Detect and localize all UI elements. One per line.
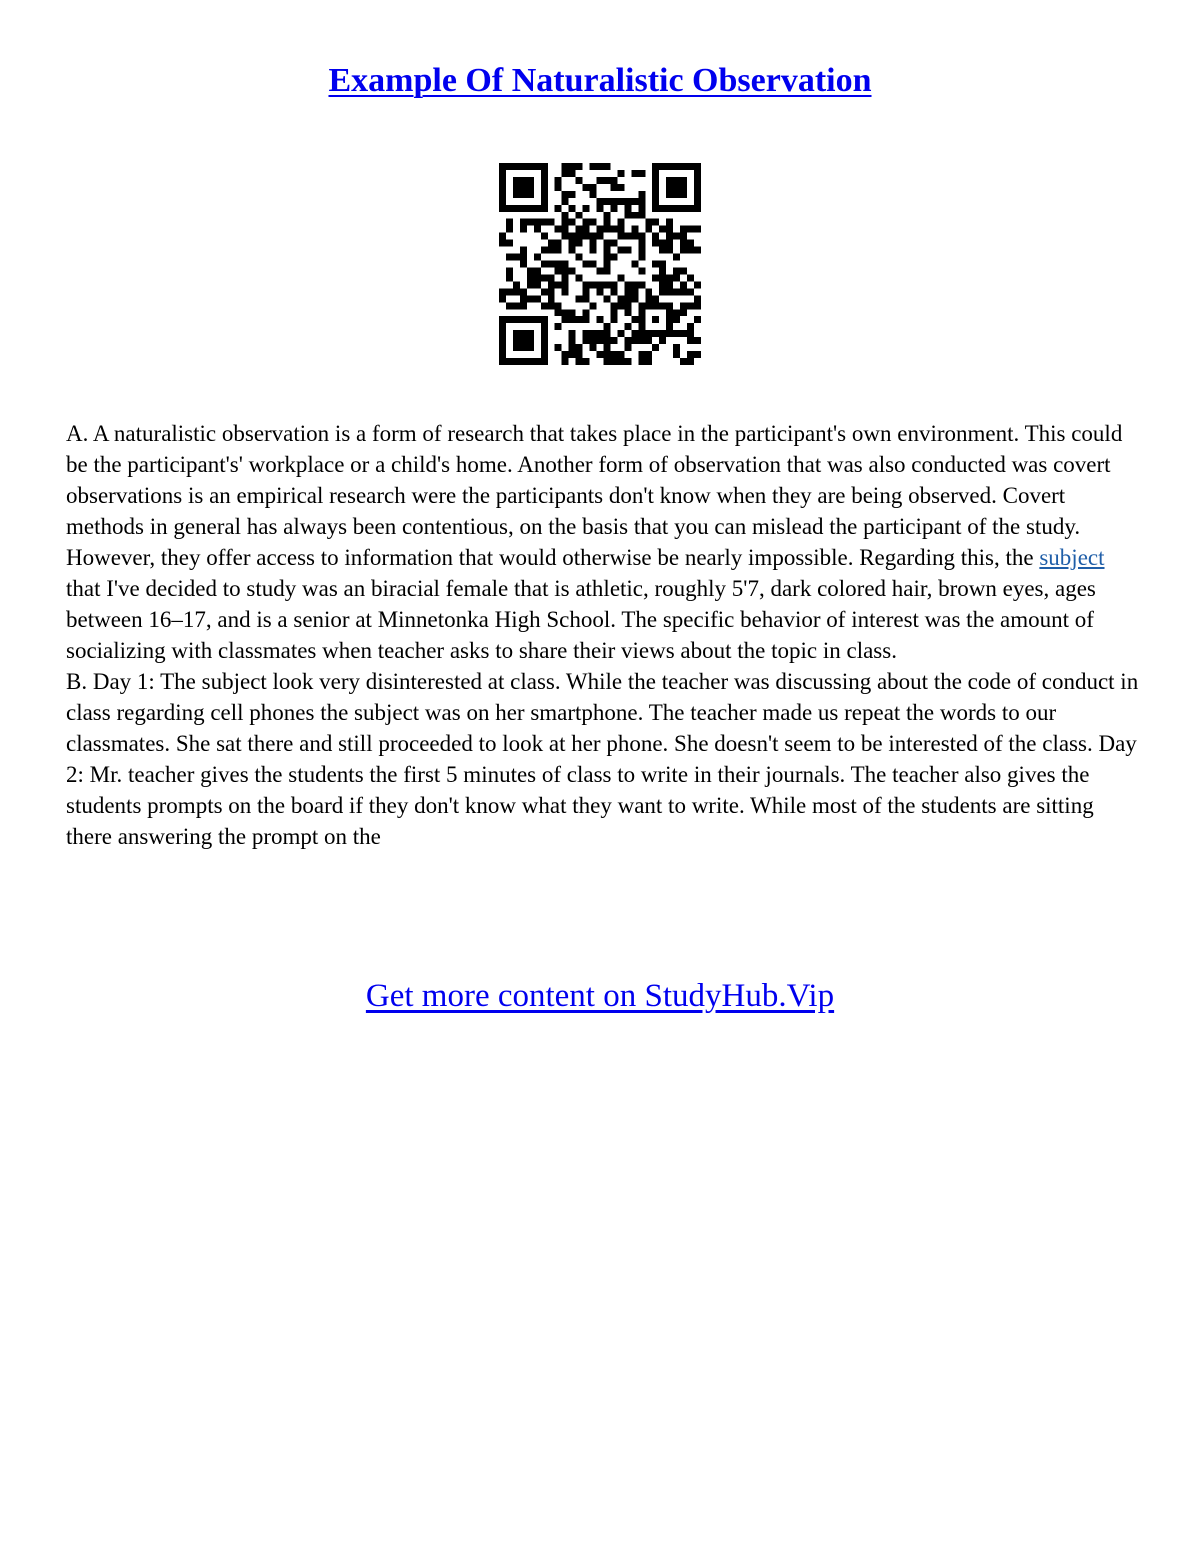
qr-code-icon bbox=[499, 163, 701, 365]
paragraph-a-text-end: that I've decided to study was an biracial female that is athletic, roughly 5'7, dark colored hair, brown eyes, ages between 16–17, and is a senior at Minnetonka High School. The specific behavior of interest was the amount of socializing with classmates when teacher asks to share their views about the topic in class. bbox=[66, 576, 1096, 663]
paragraph-a bbox=[66, 418, 1141, 666]
document-title-link[interactable]: Example Of Naturalistic Observation bbox=[328, 62, 872, 99]
studyhub-footer-link[interactable]: Get more content on StudyHub.Vip bbox=[365, 978, 835, 1014]
document-body bbox=[66, 418, 1141, 852]
subject-link[interactable]: subject bbox=[1039, 545, 1105, 570]
paragraph-a-text-start: A. A naturalistic observation is a form of research that takes place in the participant's own environment. This could be the participant's' workplace or a child's home. Another form of observation that was also conducted was covert observations is an empirical research were the participants don't know when they are being observed. Covert methods in general has always been contentious, on the basis that you can mislead the participant of the study. However, they offer access to information that would otherwise be nearly impossible. Regarding this, the bbox=[66, 421, 1123, 570]
paragraph-b: B. Day 1: The subject look very disinterested at class. While the teacher was discussing about the code of conduct in class regarding cell phones the subject was on her smartphone. The teacher made us repeat the words to our classmates. She sat there and still proceeded to look at her phone. She doesn't seem to be interested of the class. Day 2: Mr. teacher gives the students the first 5 minutes of class to write in their journals. The teacher also gives the students prompts on the board if they don't know what they want to write. While most of the students are sitting there answering the prompt on the bbox=[66, 669, 1139, 849]
